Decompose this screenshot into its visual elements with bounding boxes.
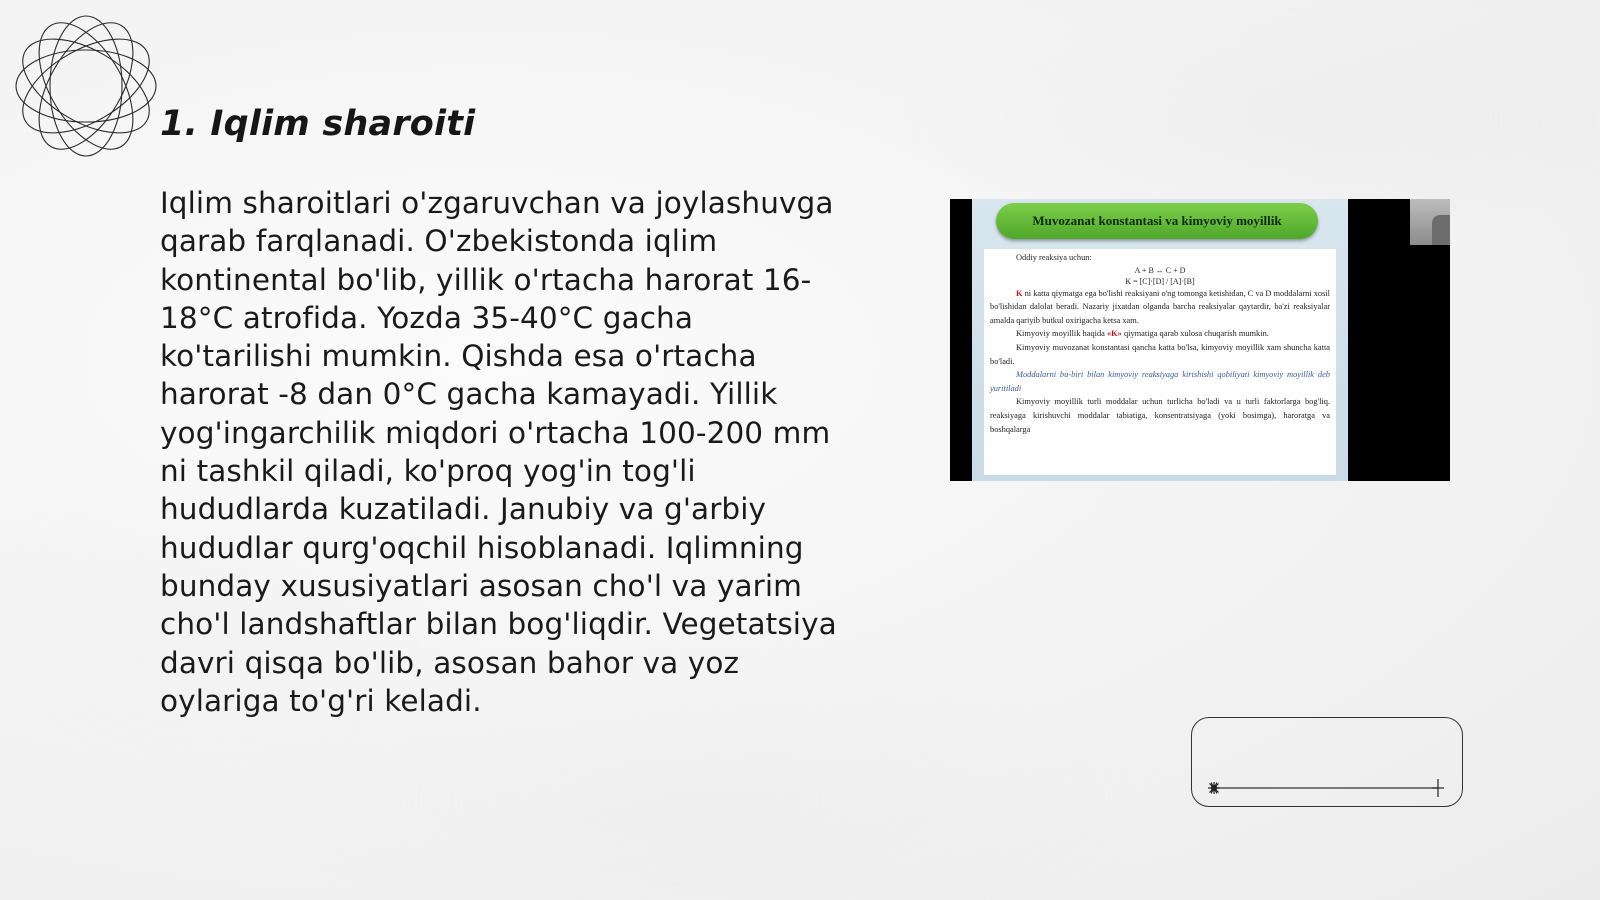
video-paragraph-1 [990, 287, 1330, 328]
video-paragraph-5: Kimyoviy moyillik turli moddalar uchun turlicha bo'ladi va u turli faktorlarga bog'liq. reaksiyaga kirishuvchi moddalar tabiatiga, konsentratsiyaga (yoki bosimga), haroratga va boshqalarga [990, 397, 1330, 434]
video-slide-banner: Muvozanat konstantasi va kimyoviy moyillik [996, 203, 1318, 239]
slide-body-text: Iqlim sharoitlari o'zgaruvchan va joylashuvga qarab farqlanadi. O'zbekistonda iqlim kontinental bo'lib, yillik o'rtacha harorat 16-18°C atrofida. Yozda 35-40°C gacha ko'tarilishi mumkin. Qishda esa o'rtacha harorat -8 dan 0°C gacha kamayadi. Yillik yog'ingarchilik miqdori o'rtacha 100-200 mm ni tashkil qiladi, ko'proq yog'in tog'li hududlarda kuzatiladi. Janubiy va g'arbiy hududlar qurg'oqchil hisoblanadi. Iqlimning bunday xususiyatlari asosan cho'l va yarim cho'l landshaftlar bilan bog'liqdir. Vegetatsiya davri qisqa bo'lib, asosan bahor va yoz oylariga to'g'ri keladi. [160, 186, 837, 718]
video-equation: A + B ↔ C + D [1134, 265, 1186, 275]
video-para1-text: ni katta qiymatga ega bo'lishi reaksiyani o'ng tomonga ketishidan, C va D moddalarni xosil bo'lishidan dalolat beradi. Nazariy jixatdan olganda barcha reaksiyalar qaytardir, ba'zi reaksiyalar amalda qariyib butkul oxirigacha ketsa xam. [990, 288, 1330, 325]
video-paragraph-3: Kimyoviy muvozanat konstantasi qancha katta bo'lsa, kimyoviy moyillik xam shuncha katta bo'ladi. [990, 342, 1330, 366]
video-formula: K = [C]·[D] / [A]·[B] [1125, 276, 1195, 286]
circular-ornament-icon [8, 8, 164, 164]
video-paragraph-2 [990, 327, 1330, 341]
video-paragraph-4: Moddalarni bu-biri bilan kimyoviy reaksiyaga kirishishi qobiliyati kimyoviy moyillik deb yuritiladi [990, 370, 1330, 393]
video-slide-paper [984, 249, 1336, 475]
slide-title: 1. Iqlim sharoiti [160, 104, 476, 144]
video-para2-k: «K» [1106, 329, 1122, 339]
video-intro: Oddiy reaksiya uchun: [1016, 253, 1092, 262]
video-para2-a: Kimyoviy moyillik haqida [1016, 329, 1107, 339]
embedded-video[interactable] [950, 199, 1450, 481]
progress-track [1192, 718, 1464, 808]
end-cross-icon[interactable] [1432, 779, 1444, 797]
start-burst-icon[interactable] [1208, 782, 1220, 794]
video-para2-b: qiymatiga qarab xulosa chuqarish mumkin. [1121, 329, 1269, 339]
media-control-widget[interactable] [1191, 717, 1463, 807]
webcam-thumbnail [1410, 199, 1450, 245]
video-slide-content [972, 199, 1348, 481]
video-k-letter: K [1016, 288, 1023, 298]
